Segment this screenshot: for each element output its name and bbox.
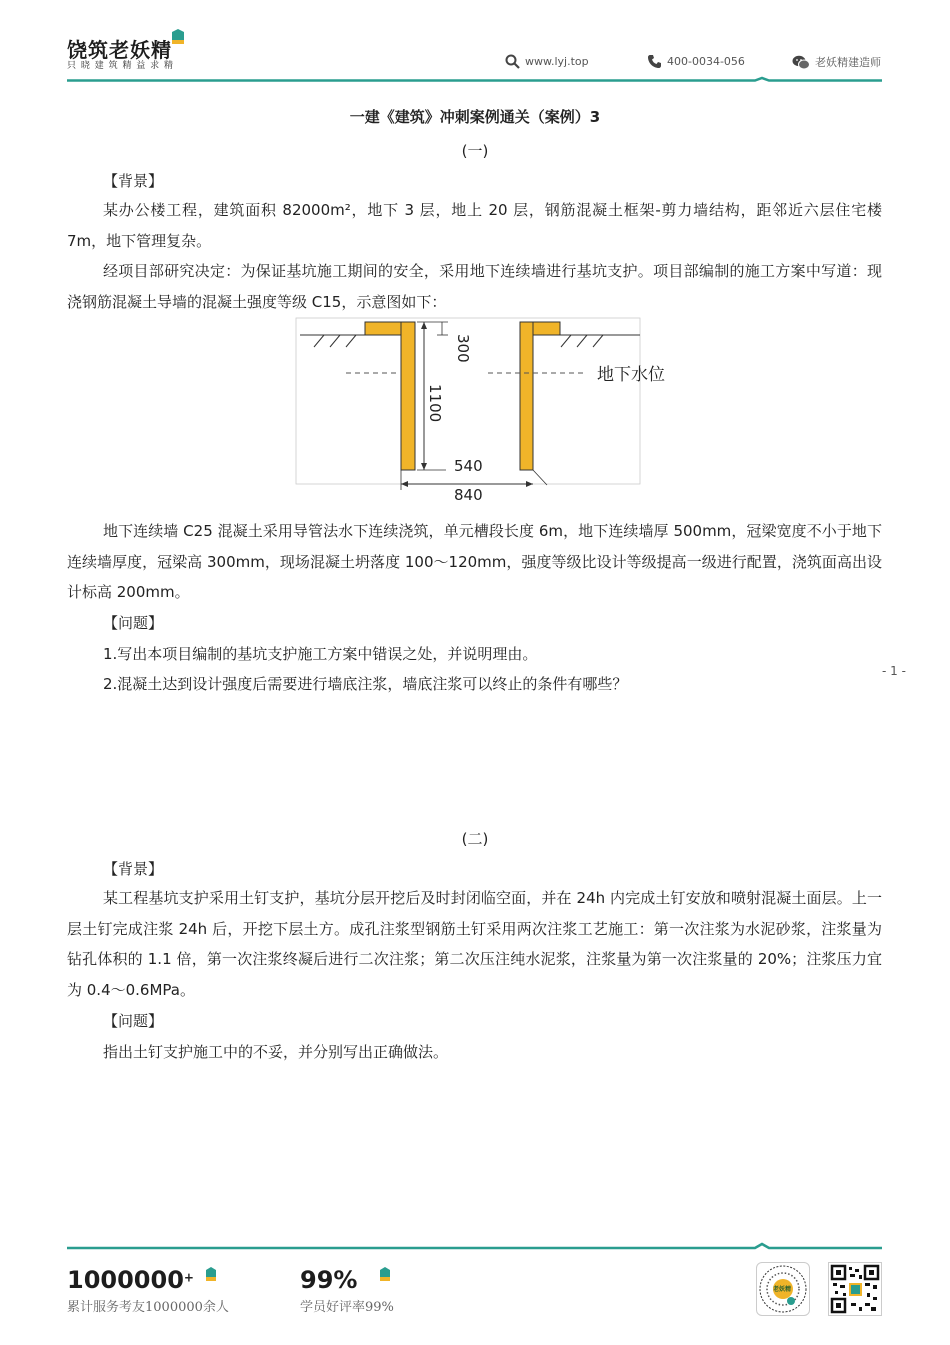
qr-code-icon	[829, 1263, 881, 1315]
wechat-text: 老妖精建造师	[815, 56, 881, 69]
search-icon	[505, 54, 520, 69]
section2-background-label: 【背景】	[103, 860, 164, 878]
soil-hatch-left	[314, 335, 356, 347]
section1-heading: (一)	[461, 142, 489, 160]
phone-icon	[647, 54, 662, 69]
right-guide-wall	[520, 322, 533, 470]
guide-wall-diagram	[296, 318, 665, 504]
section2-background-p1: 某工程基坑支护采用土钉支护，基坑分层开挖后及时封闭临空面，并在 24h 内完成土钉安放和喷射混凝土面层。上一层土钉完成注浆 24h 后，开挖下层土方。成孔注浆型钢筋土钉采用两次注浆工艺施工：第一次注浆为水泥砂浆，注浆量为钻孔体积的 1.1 倍，第一次注浆终凝后进行二次注浆；第二次压注纯水泥浆，注浆量为第一次注浆量的 20%；注浆压力宜为 0.4～0.6MPa。	[67, 889, 882, 999]
section2-question-label: 【问题】	[103, 1012, 164, 1030]
website-link[interactable]	[505, 54, 589, 69]
dim-top-label: 300	[454, 334, 472, 363]
stat-rating-number: 99%	[300, 1266, 358, 1294]
stat-rating	[300, 1266, 391, 1294]
wechat-link[interactable]	[792, 54, 881, 70]
qr-code[interactable]	[828, 1262, 882, 1316]
dim-outer-label: 840	[454, 486, 483, 504]
section1-question-1: 1.写出本项目编制的基坑支护施工方案中错误之处，并说明理由。	[103, 645, 538, 663]
stat-rating-logo-icon	[379, 1266, 391, 1282]
stat-served-logo-icon	[205, 1266, 217, 1282]
soil-hatch-right	[561, 335, 603, 347]
logo-subtitle: 只 晓 建 筑 精 益 求 精	[67, 61, 175, 71]
page-number: - 1 -	[882, 664, 906, 678]
phone-link[interactable]	[647, 54, 745, 69]
left-guide-wall	[401, 322, 415, 470]
dim-depth-label: 1100	[426, 384, 444, 423]
footer-divider	[67, 1240, 882, 1254]
section1-background-label: 【背景】	[103, 172, 164, 190]
section1-background-p3: 地下连续墙 C25 混凝土采用导管法水下连续浇筑，单元槽段长度 6m，地下连续墙厚 500mm，冠梁宽度不小于地下连续墙厚度，冠梁高 300mm，现场混凝土坍落度 100～120mm，强度等级比设计等级提高一级进行配置，浇筑面高出设计标高 200mm。	[67, 522, 882, 601]
section2-heading: (二)	[461, 830, 489, 848]
logo-mark-icon	[170, 28, 186, 50]
stat-served-plus: +	[183, 1270, 194, 1285]
phone-text: 400-0034-056	[667, 55, 745, 68]
section1-question-label: 【问题】	[103, 614, 164, 632]
document-title: 一建《建筑》冲刺案例通关（案例）3	[349, 108, 601, 126]
stat-served	[67, 1266, 217, 1294]
section1-background-p2: 经项目部研究决定：为保证基坑施工期间的安全，采用地下连续墙进行基坑支护。项目部编制的施工方案中写道：现浇钢筋混凝土导墙的混凝土强度等级 C15，示意图如下：	[67, 262, 882, 311]
website-text: www.lyj.top	[525, 55, 589, 68]
header-divider	[67, 78, 882, 90]
water-table-label: 地下水位	[597, 365, 665, 385]
stat-served-caption: 累计服务考友1000000余人	[67, 1300, 229, 1315]
section1-background-p1: 某办公楼工程，建筑面积 82000m²，地下 3 层，地上 20 层，钢筋混凝土框架-剪力墙结构，距邻近六层住宅楼 7m，地下管理复杂。	[67, 201, 882, 250]
logo-title: 饶筑老妖精	[67, 38, 172, 62]
stat-served-number: 1000000	[67, 1266, 184, 1294]
section2-question-1: 指出土钉支护施工中的不妥，并分别写出正确做法。	[103, 1043, 449, 1061]
stat-rating-caption: 学员好评率99%	[300, 1300, 394, 1315]
mini-program-label: 老妖精	[772, 1286, 791, 1293]
section1-question-2: 2.混凝土达到设计强度后需要进行墙底注浆，墙底注浆可以终止的条件有哪些？	[103, 675, 628, 693]
dim-inner-label: 540	[454, 457, 483, 475]
wechat-icon	[792, 55, 810, 70]
